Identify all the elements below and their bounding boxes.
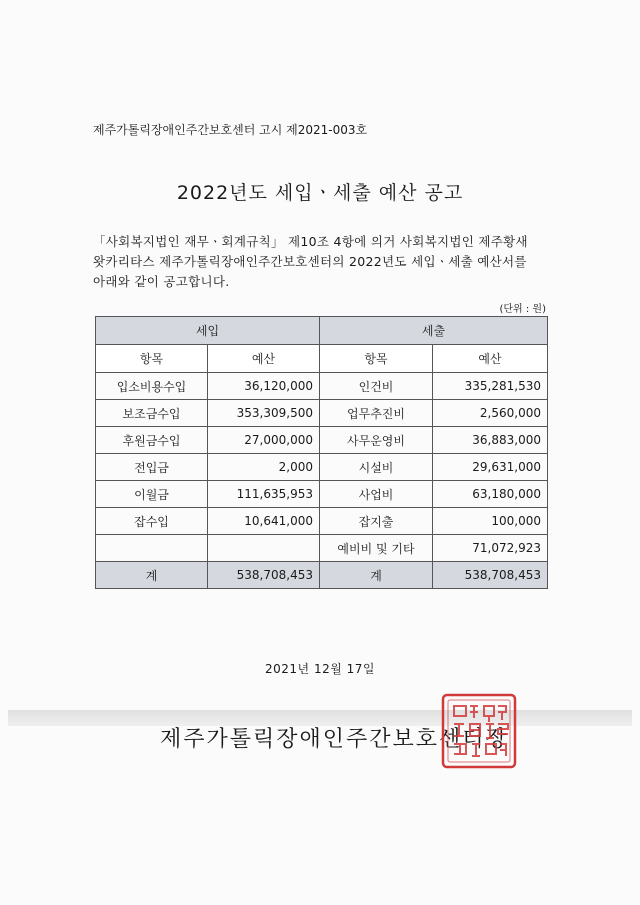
expense-item: 시설비 <box>320 454 433 481</box>
document-title: 2022년도 세입ㆍ세출 예산 공고 <box>176 182 464 204</box>
signer-name: 제주가톨릭장애인주간보호센터장 <box>160 727 509 752</box>
budget-table <box>95 316 548 589</box>
column-header-item: 항목 <box>320 345 433 373</box>
revenue-item: 전입금 <box>96 454 208 481</box>
revenue-total-label: 계 <box>96 562 208 589</box>
revenue-item: 입소비용수입 <box>96 373 208 400</box>
table-row <box>96 373 548 400</box>
table-row <box>96 427 548 454</box>
notice-number: 제주가톨릭장애인주간보호센터 고시 제2021-003호 <box>93 123 368 137</box>
revenue-amount: 27,000,000 <box>208 427 320 454</box>
expense-total-amount: 538,708,453 <box>433 562 548 589</box>
expense-item: 업무추진비 <box>320 400 433 427</box>
unit-label: (단위 : 원) <box>499 304 546 315</box>
column-header-item: 항목 <box>96 345 208 373</box>
document-date: 2021년 12월 17일 <box>265 662 375 676</box>
intro-paragraph <box>93 232 553 292</box>
expense-amount: 63,180,000 <box>433 481 548 508</box>
revenue-amount: 36,120,000 <box>208 373 320 400</box>
total-row <box>96 562 548 589</box>
table-row <box>96 481 548 508</box>
expense-item: 사무운영비 <box>320 427 433 454</box>
revenue-amount: 2,000 <box>208 454 320 481</box>
intro-line: 왓카리타스 제주가톨릭장애인주간보호센터의 2022년도 세입ㆍ세출 예산서를 <box>93 254 527 269</box>
expense-total-label: 계 <box>320 562 433 589</box>
expense-item: 사업비 <box>320 481 433 508</box>
expense-item: 인건비 <box>320 373 433 400</box>
intro-line: 아래와 같이 공고합니다. <box>93 274 230 289</box>
table-row <box>96 508 548 535</box>
expense-amount: 2,560,000 <box>433 400 548 427</box>
table-row <box>96 400 548 427</box>
table-row <box>96 535 548 562</box>
revenue-header: 세입 <box>96 317 320 345</box>
expense-item: 잡지출 <box>320 508 433 535</box>
expense-amount: 100,000 <box>433 508 548 535</box>
expense-item: 예비비 및 기타 <box>320 535 433 562</box>
column-header-budget: 예산 <box>433 345 548 373</box>
column-header-budget: 예산 <box>208 345 320 373</box>
revenue-item: 보조금수입 <box>96 400 208 427</box>
intro-line: 「사회복지법인 재무ㆍ회계규칙」 제10조 4항에 의거 사회복지법인 제주황새 <box>93 234 528 249</box>
revenue-total-amount: 538,708,453 <box>208 562 320 589</box>
revenue-item: 후원금수입 <box>96 427 208 454</box>
revenue-amount: 111,635,953 <box>208 481 320 508</box>
expense-amount: 36,883,000 <box>433 427 548 454</box>
expense-header: 세출 <box>320 317 548 345</box>
expense-amount: 29,631,000 <box>433 454 548 481</box>
revenue-amount: 10,641,000 <box>208 508 320 535</box>
revenue-item: 잡수입 <box>96 508 208 535</box>
revenue-item <box>96 535 208 562</box>
expense-amount: 335,281,530 <box>433 373 548 400</box>
expense-amount: 71,072,923 <box>433 535 548 562</box>
revenue-amount: 353,309,500 <box>208 400 320 427</box>
table-row <box>96 454 548 481</box>
official-seal-icon <box>440 692 518 770</box>
revenue-amount <box>208 535 320 562</box>
revenue-item: 이월금 <box>96 481 208 508</box>
